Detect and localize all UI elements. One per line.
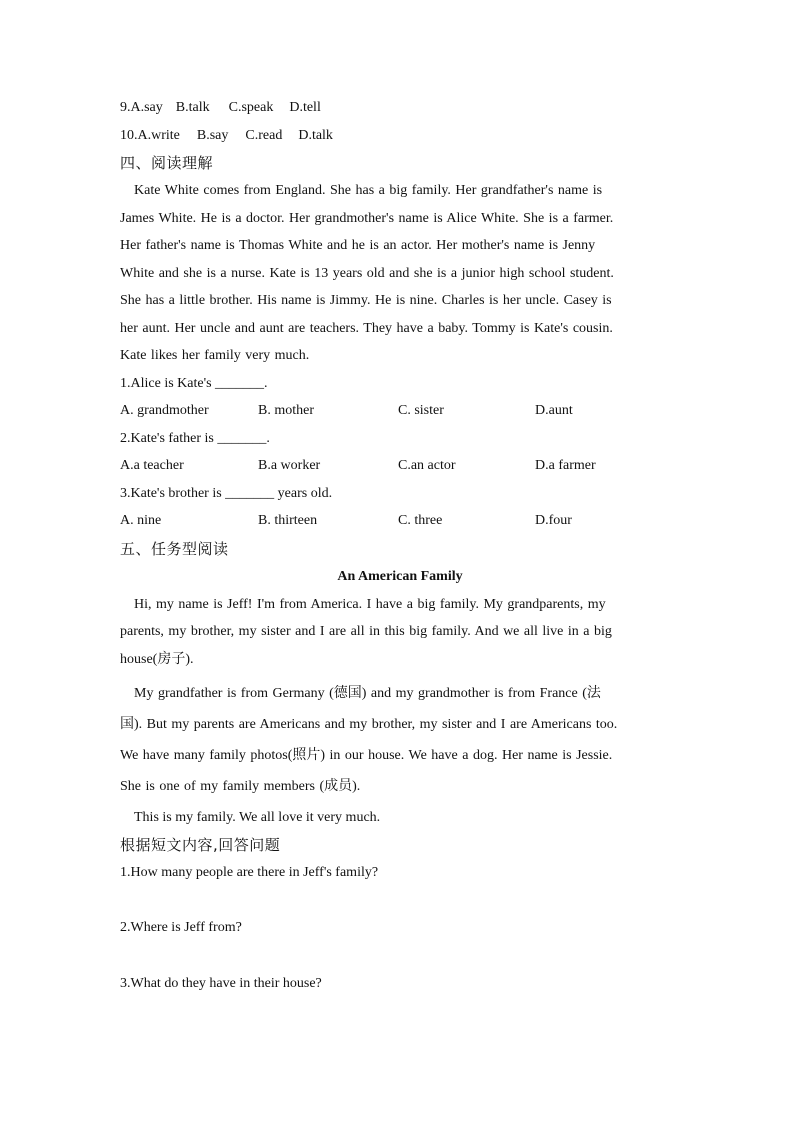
passage-title: An American Family	[337, 568, 463, 584]
question-stem: 2.Kate's father is _______.	[120, 430, 270, 446]
option-b: B.talk	[175, 100, 210, 115]
passage-line: She has a little brother. His name is Jimmy. He is nine. Charles is her uncle. Casey is	[120, 293, 612, 308]
answer-options	[120, 397, 680, 425]
question-stem: 1.Alice is Kate's _______.	[120, 375, 268, 391]
answer-space	[120, 886, 680, 914]
item-number: 10.	[120, 127, 138, 143]
passage-line: Hi, my name is Jeff! I'm from America. I have a big family. My grandparents, my	[134, 596, 606, 612]
open-question-2: 2.Where is Jeff from?	[120, 920, 242, 935]
passage-line: parents, my brother, my sister and I are all in this big family. And we all live in a big	[120, 624, 612, 639]
item-number: 9.	[120, 100, 131, 115]
option-c: C. three	[398, 513, 443, 528]
option-b: B. thirteen	[258, 513, 318, 528]
option-a: A.a teacher	[120, 458, 184, 473]
open-question-1: 1.How many people are there in Jeff's family?	[120, 864, 379, 880]
passage-paragraph-3: This is my family. We all love it very much.	[134, 809, 381, 825]
reading-passage	[120, 177, 680, 370]
passage-line: She is one of my family members (成员).	[120, 778, 361, 794]
option-b: B. mother	[258, 403, 314, 418]
passage-line: My grandfather is from Germany (德国) and my grandmother is from France (法	[134, 685, 601, 701]
option-d: D.talk	[298, 127, 333, 143]
open-question-3: 3.What do they have in their house?	[120, 975, 322, 991]
option-b: B.say	[196, 127, 229, 143]
passage-line: house(房子).	[120, 651, 194, 667]
passage-paragraph-2	[120, 678, 680, 802]
section-heading-reading: 四、阅读理解	[120, 154, 214, 172]
passage-line: her aunt. Her uncle and aunt are teachers. They have a baby. Tommy is Kate's cousin.	[120, 320, 613, 336]
passage-line: Kate likes her family very much.	[120, 348, 310, 363]
passage-line: 国). But my parents are Americans and my brother, my sister and I are Americans too.	[120, 716, 618, 732]
passage-paragraph-1	[120, 591, 680, 678]
option-a: A. nine	[120, 513, 162, 528]
answer-options	[120, 507, 680, 535]
passage-line: Her father's name is Thomas White and he is an actor. Her mother's name is Jenny	[120, 238, 596, 253]
question-stem: 3.Kate's brother is _______ years old.	[120, 485, 333, 501]
option-b: B.a worker	[258, 458, 321, 473]
section-heading-task-reading: 五、任务型阅读	[120, 539, 229, 558]
answer-options	[120, 452, 680, 480]
answer-space	[120, 942, 680, 970]
option-a: A.write	[137, 127, 180, 143]
option-c: C.an actor	[398, 458, 456, 473]
option-a: A.say	[130, 100, 163, 115]
option-a: A. grandmother	[120, 403, 209, 418]
vocab-item-10	[120, 122, 680, 150]
passage-line: White and she is a nurse. Kate is 13 years old and she is a junior high school student.	[120, 265, 614, 281]
page-content	[120, 94, 680, 997]
option-d: D.a farmer	[535, 458, 596, 473]
instruction-text: 根据短文内容,回答问题	[120, 835, 281, 854]
vocab-item-9	[120, 94, 680, 122]
option-c: C.speak	[228, 100, 274, 115]
option-d: D.four	[535, 513, 572, 528]
passage-line: Kate White comes from England. She has a big family. Her grandfather's name is	[134, 183, 603, 198]
option-c: C.read	[245, 127, 283, 143]
option-d: D.tell	[289, 100, 321, 115]
option-c: C. sister	[398, 403, 444, 418]
passage-line: James White. He is a doctor. Her grandmother's name is Alice White. She is a farmer.	[120, 210, 614, 226]
option-d: D.aunt	[535, 403, 573, 418]
passage-line: We have many family photos(照片) in our house. We have a dog. Her name is Jessie.	[120, 747, 613, 763]
